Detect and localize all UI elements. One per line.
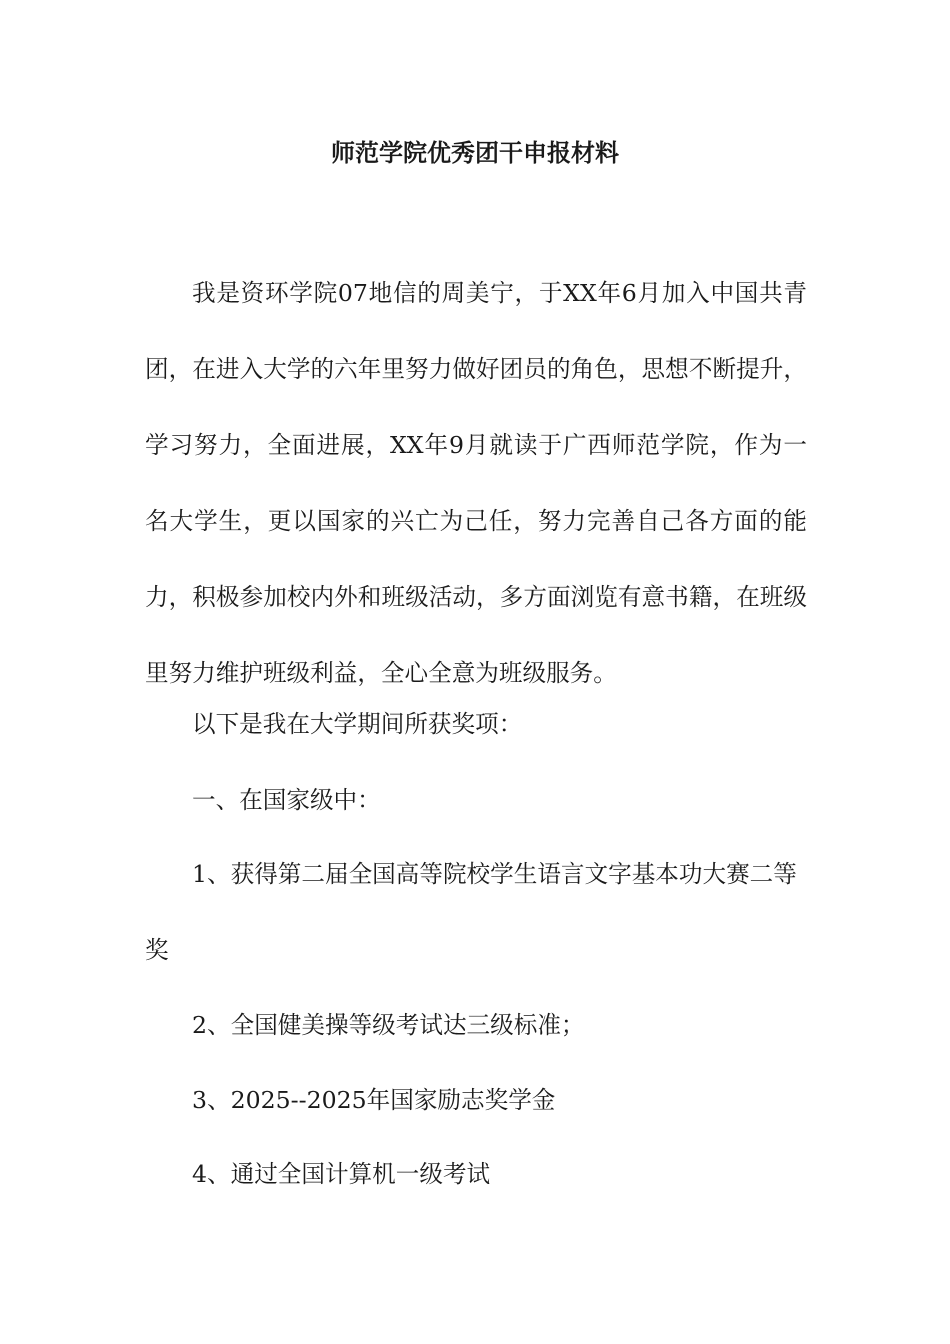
award-item-4: 4、通过全国计算机一级考试 <box>192 1160 491 1188</box>
intro-paragraph: 我是资环学院07地信的周美宁，于XX年6月加入中国共青团，在进入大学的六年里努力做好团员的角色，思想不断提升，学习努力，全面进展，XX年9月就读于广西师范学院，作为一名大学生，更以国家的兴亡为己任，努力完善自己各方面的能力，积极参加校内外和班级活动，多方面浏览有意书籍，在班级里努力维护班级利益，全心全意为班级服务。 <box>145 279 807 687</box>
national-level-heading: 一、在国家级中： <box>192 786 381 814</box>
award-item-3: 3、2025--2025年国家励志奖学金 <box>192 1086 556 1114</box>
awards-intro-paragraph: 以下是我在大学期间所获奖项： <box>192 710 523 738</box>
award-item-1: 1、获得第二届全国高等院校学生语言文字基本功大赛二等奖 <box>145 860 797 964</box>
award-item-2: 2、全国健美操等级考试达三级标准； <box>192 1011 585 1039</box>
document-title: 师范学院优秀团干申报材料 <box>331 138 619 167</box>
